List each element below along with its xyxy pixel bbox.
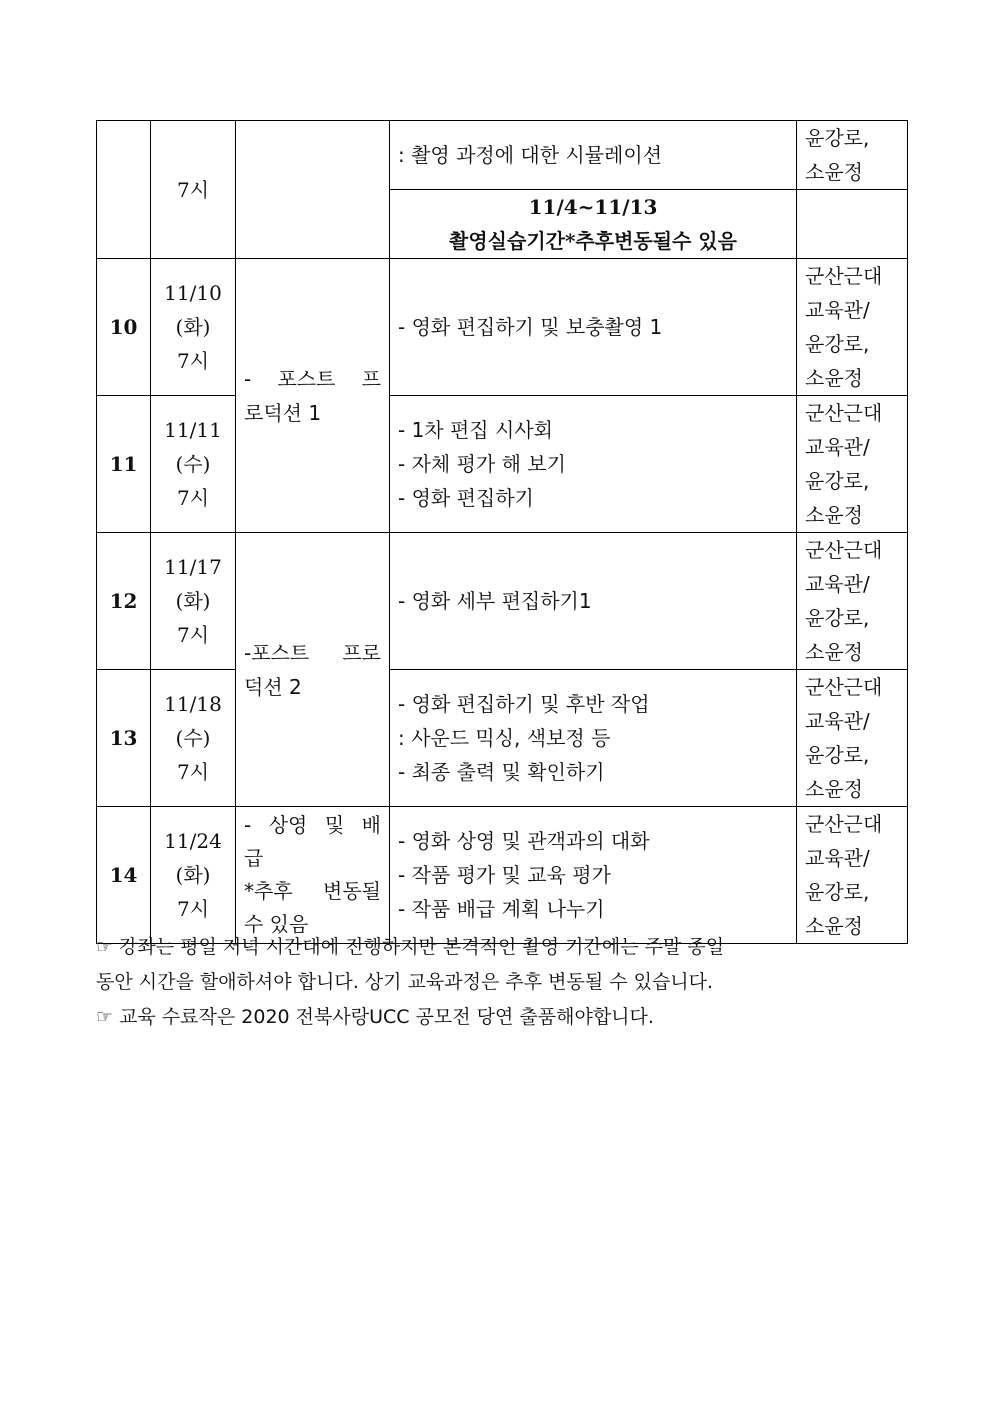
table-row: [97, 259, 908, 396]
table-row: [97, 670, 908, 807]
session-date: 11/10 (화) 7시: [151, 259, 236, 396]
session-content: : 촬영 과정에 대한 시뮬레이션: [390, 121, 797, 190]
session-date: 11/11 (수) 7시: [151, 396, 236, 533]
session-number: 14: [97, 807, 151, 944]
table-row: [97, 121, 908, 190]
session-topic: -포스트 프로 덕션 2: [236, 533, 390, 807]
schedule-table: [96, 120, 908, 944]
session-content: - 영화 편집하기 및 보충촬영 1: [390, 259, 797, 396]
session-place: 군산근대 교육관/ 윤강로, 소윤정: [797, 259, 908, 396]
session-number: 10: [97, 259, 151, 396]
note-line: 동안 시간을 할애하셔야 합니다. 상기 교육과정은 추후 변동될 수 있습니다.: [96, 971, 714, 993]
notes: [96, 930, 876, 1035]
session-number: 11: [97, 396, 151, 533]
session-place: 군산근대 교육관/ 윤강로, 소윤정: [797, 396, 908, 533]
session-content: - 영화 세부 편집하기1: [390, 533, 797, 670]
note-line: ☞ 강좌는 평일 저녁 시간대에 진행하지만 본격적인 촬영 기간에는 주말 종일: [96, 936, 725, 958]
session-place: 윤강로, 소윤정: [797, 121, 908, 190]
table-row: [97, 533, 908, 670]
session-date: 11/17 (화) 7시: [151, 533, 236, 670]
session-topic: - 상영 및 배 급 *추후 변동될 수 있음: [236, 807, 390, 944]
shooting-period: 11/4~11/13 촬영실습기간*추후변동될수 있음: [390, 190, 797, 259]
session-place: 군산근대 교육관/ 윤강로, 소윤정: [797, 533, 908, 670]
session-number: [97, 121, 151, 259]
session-content: - 영화 편집하기 및 후반 작업 : 사운드 믹싱, 색보정 등 - 최종 출력 및 확인하기: [390, 670, 797, 807]
note-line: ☞ 교육 수료작은 2020 전북사랑UCC 공모전 당연 출품해야합니다.: [96, 1006, 654, 1028]
session-place: 군산근대 교육관/ 윤강로, 소윤정: [797, 807, 908, 944]
session-date: [151, 121, 236, 259]
session-number: 13: [97, 670, 151, 807]
table-row: [97, 807, 908, 944]
session-content: - 1차 편집 시사회 - 자체 평가 해 보기 - 영화 편집하기: [390, 396, 797, 533]
session-topic: - 포스트 프 로덕션 1: [236, 259, 390, 533]
date-time: 7시: [176, 177, 210, 202]
table-row: [97, 396, 908, 533]
session-place: [797, 190, 908, 259]
session-place: 군산근대 교육관/ 윤강로, 소윤정: [797, 670, 908, 807]
session-topic: [236, 121, 390, 259]
session-content: - 영화 상영 및 관객과의 대화 - 작품 평가 및 교육 평가 - 작품 배급 계획 나누기: [390, 807, 797, 944]
session-date: 11/18 (수) 7시: [151, 670, 236, 807]
session-number: 12: [97, 533, 151, 670]
session-date: 11/24 (화) 7시: [151, 807, 236, 944]
